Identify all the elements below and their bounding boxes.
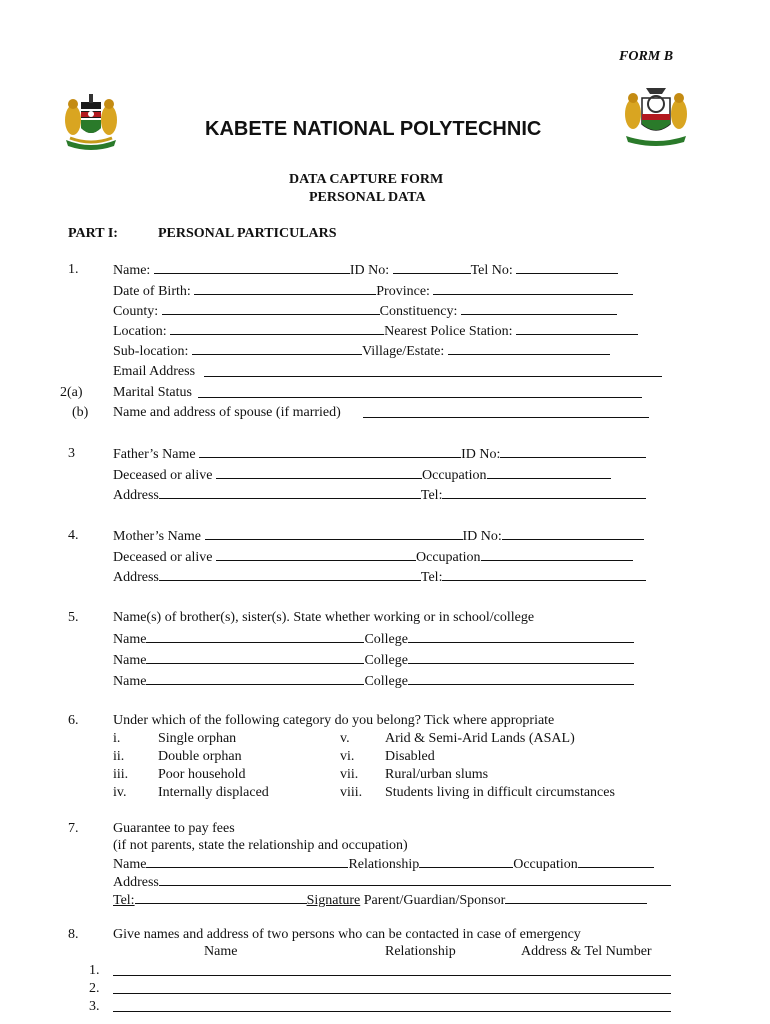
sibling-college-field[interactable] (408, 652, 634, 664)
category-option[interactable]: Internally displaced (158, 785, 269, 800)
category-numeral: iv. (113, 785, 127, 800)
location-label: Location: (113, 324, 167, 339)
column-header-name: Name (204, 944, 238, 959)
sibling-college-label: College (364, 653, 408, 668)
form-subtitle: PERSONAL DATA (309, 190, 426, 205)
county-label: County: (113, 304, 159, 319)
mother-address-field[interactable] (159, 569, 421, 581)
guarantee-note: (if not parents, state the relationship and occupation) (113, 838, 408, 853)
mother-deceased-label: Deceased or alive (113, 550, 213, 565)
category-numeral: i. (113, 731, 121, 746)
guarantor-address-row (113, 874, 671, 891)
father-name-row (113, 446, 646, 463)
signature-field[interactable] (505, 892, 647, 904)
name-field[interactable] (154, 262, 350, 274)
sibling-college-label: College (364, 632, 408, 647)
emergency-row-number: 1. (89, 963, 100, 978)
father-id-field[interactable] (500, 446, 646, 458)
guarantor-address-label: Address (113, 875, 159, 890)
father-id-label: ID No: (461, 447, 501, 462)
siblings-instruction: Name(s) of brother(s), sister(s). State whether working or in school/college (113, 610, 535, 625)
marital-status-field[interactable] (198, 397, 642, 398)
dob-field[interactable] (194, 283, 376, 295)
category-option[interactable]: Arid & Semi-Arid Lands (ASAL) (385, 731, 575, 746)
emergency-instruction: Give names and address of two persons who can be contacted in case of emergency (113, 927, 581, 942)
emergency-row-number: 3. (89, 999, 100, 1014)
marital-status-label: Marital Status (113, 385, 192, 400)
sibling-name-label: Name (113, 653, 147, 668)
category-option[interactable]: Single orphan (158, 731, 237, 746)
mother-occupation-label: Occupation (416, 550, 481, 565)
father-address-label: Address (113, 488, 159, 503)
id-no-label: ID No: (349, 263, 390, 278)
polytechnic-crest-icon (620, 82, 692, 148)
guarantor-tel-field[interactable] (135, 892, 307, 904)
column-header-address: Address & Tel Number (521, 944, 652, 959)
father-deceased-label: Deceased or alive (113, 468, 213, 483)
location-field[interactable] (170, 323, 384, 335)
county-field[interactable] (162, 303, 380, 315)
sublocation-label: Sub-location: (113, 344, 189, 359)
section-number: 4. (68, 528, 79, 543)
spouse-label: Name and address of spouse (if married) (113, 405, 341, 420)
tel-no-label: Tel No: (470, 263, 513, 278)
mother-name-label: Mother’s Name (113, 529, 201, 544)
section-number: 7. (68, 821, 79, 836)
village-label: Village/Estate: (361, 344, 445, 359)
category-option[interactable]: Disabled (385, 749, 435, 764)
name-row (113, 262, 618, 279)
emergency-row-number: 2. (89, 981, 100, 996)
mother-occupation-field[interactable] (481, 549, 633, 561)
email-field[interactable] (204, 376, 662, 377)
sibling-name-field[interactable] (146, 652, 364, 664)
sibling-college-label: College (364, 674, 408, 689)
guarantee-title: Guarantee to pay fees (113, 821, 235, 836)
kenya-coat-of-arms-icon (58, 88, 124, 154)
category-numeral: v. (340, 731, 350, 746)
guarantor-address-field[interactable] (159, 874, 671, 886)
name-label: Name: (113, 263, 151, 278)
section-number: 1. (68, 262, 79, 277)
part-title: PERSONAL PARTICULARS (158, 226, 337, 241)
category-numeral: ii. (113, 749, 125, 764)
guarantor-tel-label: Tel: (113, 893, 135, 908)
mother-name-row (113, 528, 644, 545)
father-deceased-row (113, 467, 611, 484)
sibling-college-field[interactable] (408, 673, 634, 685)
guarantor-relationship-label: Relationship (348, 857, 420, 872)
emergency-row-field[interactable] (113, 1011, 671, 1012)
section-number: 6. (68, 713, 79, 728)
father-tel-field[interactable] (442, 487, 646, 499)
sibling-college-field[interactable] (408, 631, 634, 643)
guarantor-occupation-field[interactable] (578, 856, 654, 868)
signature-suffix: Parent/Guardian/Sponsor (360, 893, 506, 908)
sibling-row (113, 673, 634, 690)
mother-id-field[interactable] (502, 528, 644, 540)
guarantor-tel-row (113, 892, 647, 909)
category-question: Under which of the following category do you belong? Tick where appropriate (113, 713, 555, 728)
sibling-name-field[interactable] (146, 673, 364, 685)
mother-address-row (113, 569, 646, 586)
father-name-label: Father’s Name (113, 447, 196, 462)
sibling-row (113, 631, 634, 648)
category-numeral: viii. (340, 785, 363, 800)
father-tel-label: Tel: (420, 488, 443, 503)
constituency-field[interactable] (461, 303, 617, 315)
section-number: (b) (72, 405, 89, 420)
province-field[interactable] (433, 283, 633, 295)
section-number: 2(a) (60, 385, 83, 400)
form-title: DATA CAPTURE FORM (289, 172, 444, 187)
category-option[interactable]: Rural/urban slums (385, 767, 489, 782)
father-occupation-label: Occupation (422, 468, 487, 483)
mother-deceased-field[interactable] (216, 549, 416, 561)
emergency-row-field[interactable] (113, 975, 671, 976)
police-station-field[interactable] (516, 323, 638, 335)
father-address-row (113, 487, 646, 504)
sibling-name-label: Name (113, 674, 147, 689)
id-no-field[interactable] (393, 262, 471, 274)
category-numeral: vi. (340, 749, 355, 764)
sibling-name-label: Name (113, 632, 147, 647)
institution-name: KABETE NATIONAL POLYTECHNIC (205, 118, 542, 140)
part-label: PART I: (68, 226, 118, 241)
sublocation-field[interactable] (192, 343, 362, 355)
category-option[interactable]: Poor household (158, 767, 246, 782)
mother-id-label: ID No: (462, 529, 502, 544)
police-station-label: Nearest Police Station: (384, 324, 513, 339)
mother-tel-field[interactable] (442, 569, 646, 581)
form-label: FORM B (619, 49, 674, 64)
signature-label: Signature (306, 893, 361, 908)
guarantor-name-field[interactable] (146, 856, 348, 868)
section-number: 5. (68, 610, 79, 625)
location-row (113, 323, 638, 340)
constituency-label: Constituency: (379, 304, 458, 319)
father-address-field[interactable] (159, 487, 421, 499)
category-option[interactable]: Double orphan (158, 749, 242, 764)
tel-no-field[interactable] (516, 262, 618, 274)
category-numeral: iii. (113, 767, 129, 782)
column-header-relationship: Relationship (385, 944, 456, 959)
guarantor-relationship-field[interactable] (419, 856, 513, 868)
sublocation-row (113, 343, 610, 360)
sibling-row (113, 652, 634, 669)
category-numeral: vii. (340, 767, 359, 782)
section-number: 8. (68, 927, 79, 942)
email-label: Email Address (113, 364, 196, 379)
dob-row (113, 283, 633, 300)
guarantor-occupation-label: Occupation (513, 857, 578, 872)
father-deceased-field[interactable] (216, 467, 422, 479)
spouse-field[interactable] (363, 417, 649, 418)
section-number: 3 (68, 446, 75, 461)
father-name-field[interactable] (199, 446, 461, 458)
sibling-name-field[interactable] (146, 631, 364, 643)
mother-name-field[interactable] (205, 528, 463, 540)
province-label: Province: (376, 284, 430, 299)
mother-tel-label: Tel: (420, 570, 443, 585)
mother-address-label: Address (113, 570, 159, 585)
father-occupation-field[interactable] (487, 467, 611, 479)
dob-label: Date of Birth: (113, 284, 191, 299)
village-field[interactable] (448, 343, 610, 355)
guarantor-row (113, 856, 654, 873)
emergency-row-field[interactable] (113, 993, 671, 994)
county-row (113, 303, 617, 320)
mother-deceased-row (113, 549, 633, 566)
guarantor-name-label: Name (113, 857, 147, 872)
category-option[interactable]: Students living in difficult circumstances (385, 785, 615, 800)
